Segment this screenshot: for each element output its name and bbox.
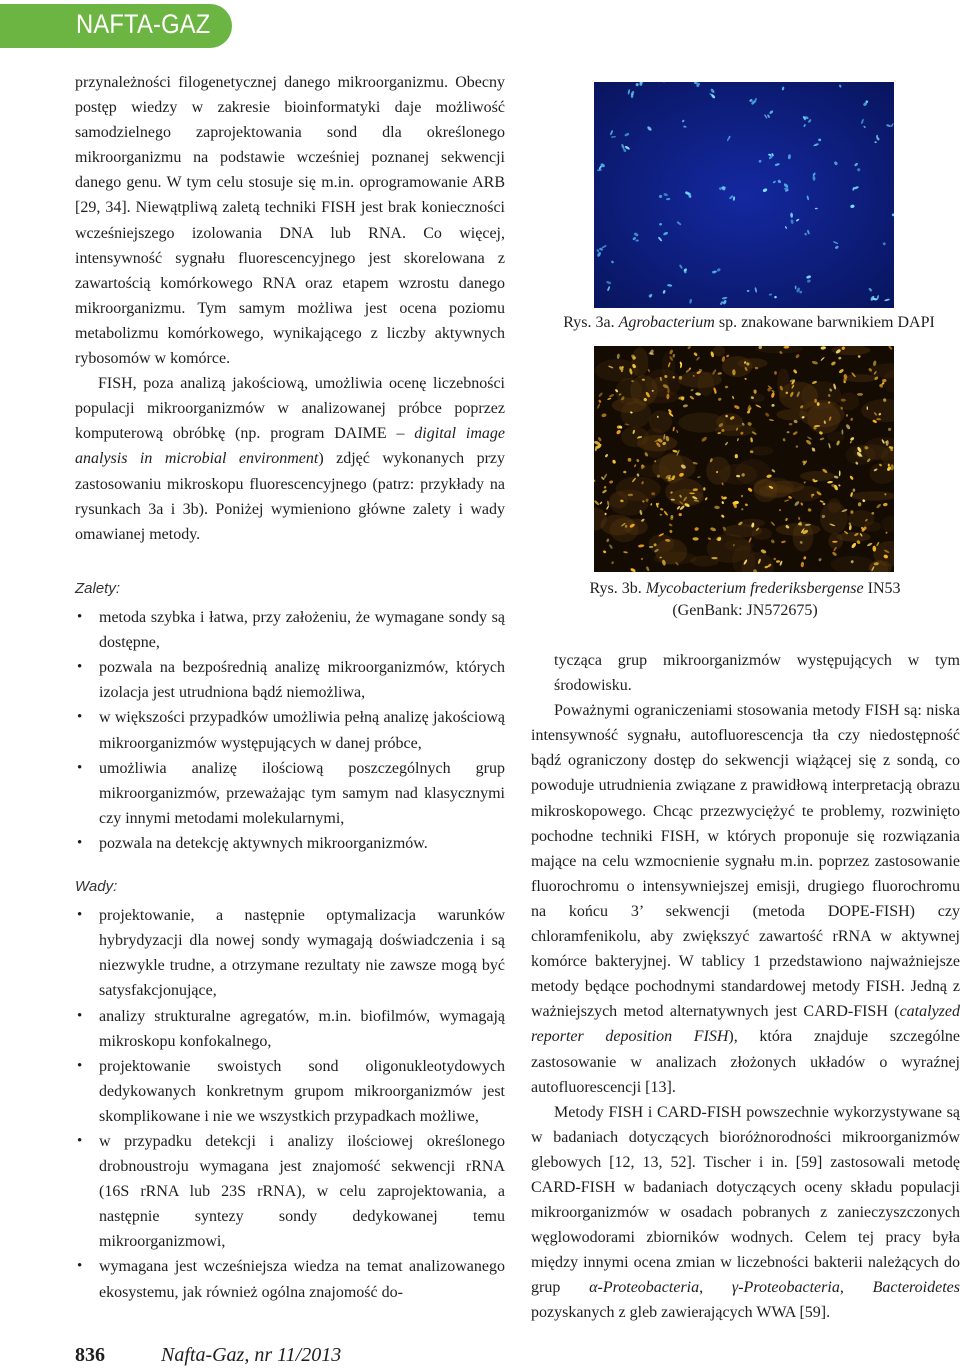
methods-paragraph [531, 1100, 960, 1326]
separator: , [839, 1279, 873, 1297]
methods-text: Metody FISH i CARD-FISH powszechnie wykorzystywane są w badaniach dotyczących bioróżnorodności mikroorganizmów glebowych [12, 13, 52]. Tischer i in. [59] zastosowali metodę CARD-FISH w badaniach dotyczących oceny składu populacji mikroorganizmów w osadach pobranych z zanieczyszczonych węglowodorami zbiorników wodnych. Celem tej pracy była między innymi ocena zmian w liczebności bakterii należących do grup [531, 1103, 960, 1297]
background-haze [678, 371, 722, 388]
figure-3b-micrograph [594, 346, 894, 572]
background-haze [800, 471, 835, 481]
limitations-paragraph [531, 698, 960, 1100]
pros-cons-lists [75, 576, 505, 1305]
caption-prefix: Rys. 3b. [589, 580, 646, 597]
figure-3b-caption [530, 578, 960, 622]
fish-paragraph-italic: digital image analysis in microbial environment [75, 425, 505, 468]
background-haze [738, 358, 768, 368]
background-haze [864, 521, 881, 531]
taxon-alpha: α-Proteobacteria [589, 1279, 700, 1297]
list-item: • metoda szybka i łatwa, przy założeniu, że wymagane sondy są dostępne, [75, 605, 505, 655]
background-haze [793, 522, 814, 552]
list-item: • umożliwia analizę ilościową poszczególnych grup mikroorganizmów, przeważając tym samym nad klasycznymi czy innymi metodami molekularnymi, [75, 756, 505, 831]
advantages-list [75, 605, 505, 856]
background-haze [609, 491, 628, 508]
continuation-paragraph: tycząca grup mikroorganizmów występujących w tym środowisku. [554, 652, 960, 695]
background-haze [750, 446, 773, 455]
list-item: • pozwala na detekcję aktywnych mikroorganizmów. [75, 831, 505, 856]
disadvantages-list [75, 903, 505, 1305]
caption-suffix: sp. znakowane barwnikiem DAPI [714, 314, 935, 331]
journal-issue: Nafta-Gaz, nr 11/2013 [161, 1344, 342, 1366]
background-haze [716, 413, 743, 431]
limitations-end: ), która znajduje szczególne zastosowanie w analizach złożonych układów o wyraźnej autofluorescencji [13]. [531, 1028, 960, 1096]
list-item: • analizy strukturalne agregatów, m.in. biofilmów, wymagają mikroskopu konfokalnego, [75, 1004, 505, 1054]
figure-3a-micrograph [594, 82, 894, 308]
fish-paragraph-part2: ) zdjęć wykonanych przy zastosowaniu mikroskopu fluorescencyjnego (patrz: przykłady na rysunkach 3a i 3b). Poniżej wymieniono główne zalety i wady omawianej metody. [75, 450, 505, 543]
taxon-bacteroidetes: Bacteroidetes [872, 1279, 960, 1297]
caption-species: Mycobacterium frederiksbergense [645, 580, 864, 597]
list-item: • w przypadku detekcji i analizy ilościowej określonego drobnoustroju wymagana jest znajomość sekwencji rRNA (16S rRNA lub 23S rRNA), w celu zaprojektowania, a następnie syntezy sondy dedykowanej temu mikroorganizmowi, [75, 1129, 505, 1254]
list-item: • projektowanie, a następnie optymalizacja warunków hybrydyzacji dla nowej sondy wymagają doświadczenia i są niezwykle trudne, a otrzymane rezultaty nie zawsze mogą być satysfakcjonujące, [75, 903, 505, 1003]
list-item: • w większości przypadków umożliwia pełną analizę jakościową mikroorganizmów występujących w danej próbce, [75, 705, 505, 755]
figure-3a-caption [538, 312, 960, 334]
methods-end: pozyskanych z gleb zawierających WWA [59]. [531, 1304, 831, 1322]
advantages-heading: Zalety: [75, 580, 121, 597]
taxon-gamma: γ-Proteobacteria [731, 1279, 840, 1297]
background-haze [601, 515, 635, 536]
bacterium-cell [623, 471, 626, 474]
list-item: • wymagana jest wcześniejsza wiedza na temat analizowanego ekosystemu, jak również ogólna znajomość do- [75, 1254, 505, 1304]
background-haze [595, 359, 639, 381]
background-haze [776, 409, 807, 420]
separator: , [699, 1279, 732, 1297]
bacterium-cell [774, 371, 777, 375]
list-item: • pozwala na bezpośrednią analizę mikroorganizmów, których izolacja jest utrudniona bądź niemożliwa, [75, 655, 505, 705]
background-haze [713, 346, 725, 357]
page-footer [75, 1344, 341, 1367]
limitations-italic: catalyzed reporter deposition FISH [531, 1003, 960, 1046]
dapi-micrograph [594, 82, 894, 308]
caption-prefix: Rys. 3a. [563, 314, 619, 331]
caption-line-1 [530, 578, 960, 600]
disadvantages-heading: Wady: [75, 878, 118, 896]
caption-suffix: IN53 [863, 580, 901, 597]
background-haze [820, 502, 848, 533]
right-column-text [531, 648, 960, 1326]
fish-paragraph-part1: FISH, poza analizą jakościową, umożliwia ocenę liczebności populacji mikroorganizmów w analizowanej próbce poprzez komputerową obróbkę (np. program DAIME – [75, 375, 505, 443]
bacterium-cell [679, 376, 682, 380]
caption-species: Agrobacterium [618, 314, 715, 331]
background-haze [844, 374, 878, 382]
background-haze [648, 534, 674, 553]
limitations-text: Poważnymi ograniczeniami stosowania metody FISH są: niska intensywność sygnału, autofluorescencja tła czy niedostępność bądź ograniczony dostęp do sekwencji wiążącej się z sondą, co powoduje utrudnienia związane z prawidłową interpretacją obrazu mikroskopowego. Chcąc przezwyciężyć te problemy, rozwinięto pochodne techniki FISH, w których proponuje się rozwiązania mające na celu wzmocnienie sygnału m.in. poprzez zastosowanie fluorochromu o intensywniejszej emisji, drugiego fluorochromu na końcu 3’ sekwencji (metoda DOPE-FISH) czy chloramfenikolu, aby zwiększyć zawartość rRNA w aktywnej komórce bakteryjnej. W tablicy 1 przedstawiono najważniejsze metody będące pochodnymi standardowej metody FISH. Jedną z ważniejszych metod alternatywnych jest CARD-FISH ( [531, 702, 960, 1021]
journal-header-title: NAFTA-GAZ [76, 9, 211, 39]
background-haze [753, 478, 794, 499]
caption-line-2: (GenBank: JN572675) [672, 602, 818, 619]
left-column-text [75, 70, 505, 547]
fluorescence-micrograph [594, 346, 894, 572]
fish-paragraph [75, 371, 505, 547]
background-haze [837, 532, 871, 542]
intro-paragraph: przynależności filogenetycznej danego mikroorganizmu. Obecny postęp wiedzy w zakresie bioinformatyki daje możliwość samodzielnego zaprojektowania sond dla określonego mikroorganizmu na podstawie wcześniej poznanej sekwencji danego genu. W tym celu stosuje się m.in. oprogramowanie ARB [29, 34]. Niewątpliwą zaletą techniki FISH jest brak konieczności wcześniejszego izolowania DNA lub RNA. Co więcej, intensywność sygnału fluorescencyjnego jest skorelowana z zawartością komórkowego RNA oraz etapem wzrostu danego mikroorganizmu. Tym samym możliwa jest ocena poziomu metabolizmu komórkowego, wynikającego z liczby aktywnych rybosomów w komórce. [75, 74, 505, 368]
list-item: • projektowanie swoistych sond oligonukleotydowych dedykowanych konkretnym grupom mikroorganizmów jest skomplikowane i nie we wszystkich przypadkach możliwe, [75, 1054, 505, 1129]
page-number: 836 [75, 1344, 105, 1366]
bacterium-cell [605, 513, 607, 515]
